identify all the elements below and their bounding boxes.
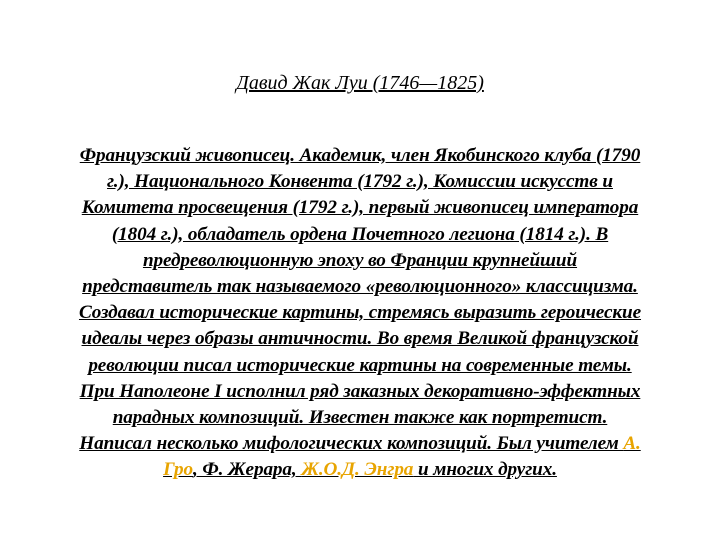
- text-line: При Наполеоне I исполнил ряд заказных декоративно-эффектных: [79, 380, 641, 402]
- text-line: парадных композиций. Известен также как портретист.: [112, 407, 608, 429]
- biography-text: [2, 143, 718, 484]
- text-segment: , Ф. Жерара,: [193, 459, 302, 481]
- text-line-with-link: [2, 431, 718, 457]
- text-line: революции писал исторические картины на современные темы.: [88, 354, 632, 376]
- text-segment: Написал несколько мифологических композиций. Был учителем: [79, 433, 624, 455]
- text-line-with-links: [2, 457, 718, 483]
- text-line: Комитета просвещения (1792 г.), первый живописец императора: [81, 197, 639, 219]
- text-line: представитель так называемого «революционного» классицизма.: [82, 276, 638, 298]
- text-line: Французский живописец. Академик, член Якобинского клуба (1790: [79, 145, 641, 166]
- text-segment: и многих других.: [413, 459, 557, 481]
- text-line: г.), Национального Конвента (1792 г.), Комиссии искусств и: [107, 171, 613, 193]
- page-title: Давид Жак Луи (1746—1825): [236, 72, 484, 94]
- text-line: Создавал исторические картины, стремясь выразить героические: [78, 302, 642, 324]
- link-gros-part1[interactable]: А.: [623, 433, 641, 455]
- link-gros-part2[interactable]: Гро: [163, 459, 194, 481]
- text-line: предреволюционную эпоху во Франции крупнейший: [142, 249, 578, 271]
- link-ingres[interactable]: Ж.О.Д. Энгра: [301, 459, 414, 481]
- text-line: идеалы через образы античности. Во время Великой французской: [81, 328, 639, 350]
- text-line: (1804 г.), обладатель ордена Почетного легиона (1814 г.). В: [111, 223, 609, 245]
